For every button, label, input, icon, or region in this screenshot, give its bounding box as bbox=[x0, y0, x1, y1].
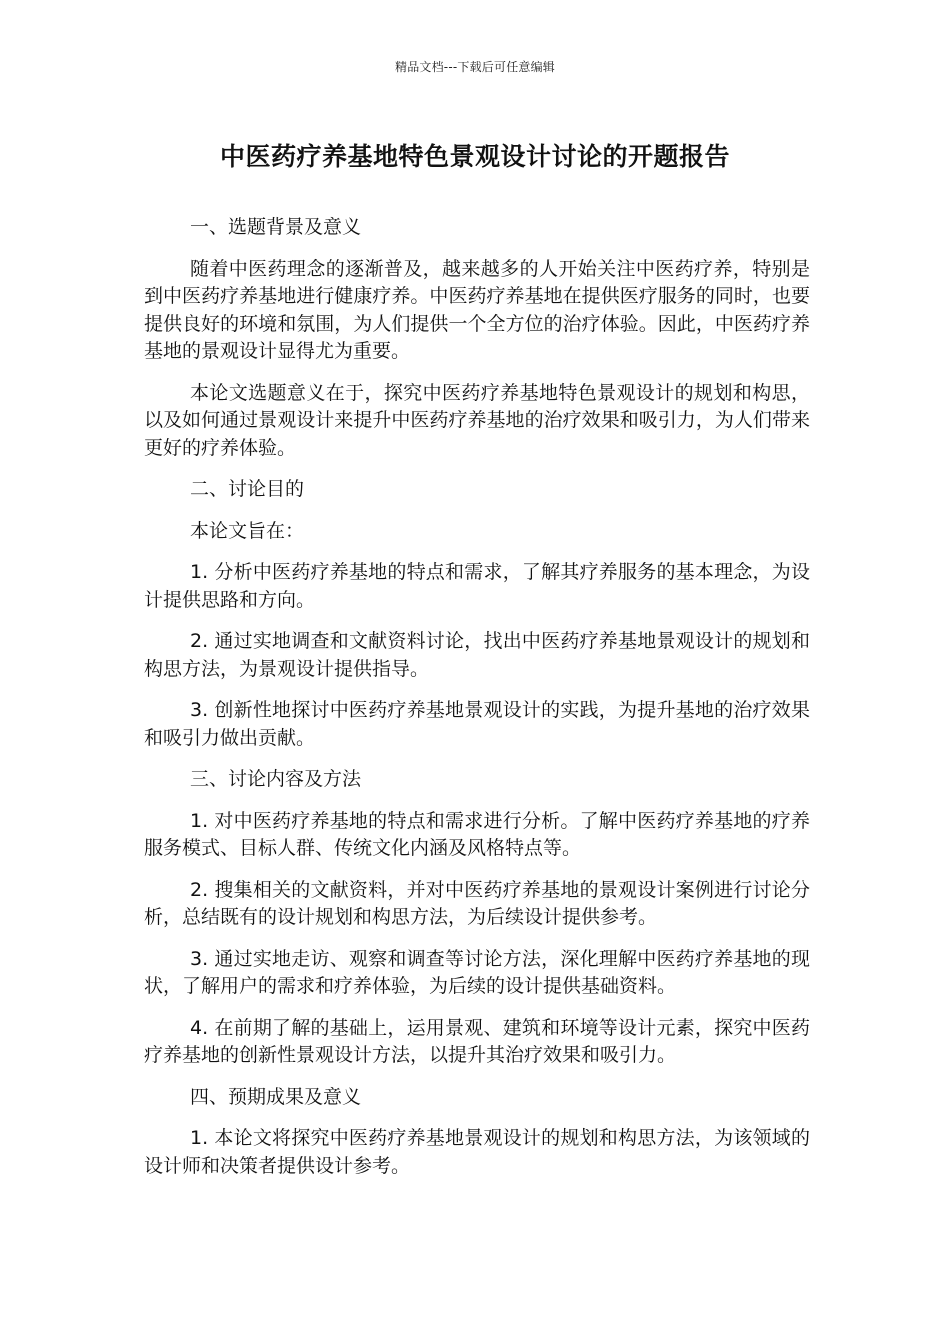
list-item-purpose-2: 2. 通过实地调查和文献资料讨论，找出中医药疗养基地景观设计的规划和构思方法，为景观设计提供指导。 bbox=[144, 630, 810, 680]
section-heading-background: 一、选题背景及意义 bbox=[190, 216, 362, 238]
document-body bbox=[144, 214, 810, 1180]
list-item-result-1: 1. 本论文将探究中医药疗养基地景观设计的规划和构思方法，为该领域的设计师和决策者提供设计参考。 bbox=[144, 1127, 810, 1177]
list-item-method-4: 4. 在前期了解的基础上，运用景观、建筑和环境等设计元素，探究中医药疗养基地的创新性景观设计方法，以提升其治疗效果和吸引力。 bbox=[144, 1016, 810, 1066]
list-item-method-3: 3. 通过实地走访、观察和调查等讨论方法，深化理解中医药疗养基地的现状，了解用户的需求和疗养体验，为后续的设计提供基础资料。 bbox=[144, 947, 810, 997]
paragraph-significance: 本论文选题意义在于，探究中医药疗养基地特色景观设计的规划和构思，以及如何通过景观设计来提升中医药疗养基地的治疗效果和吸引力，为人们带来更好的疗养体验。 bbox=[144, 381, 810, 459]
page-header: 精品文档---下载后可任意编辑 bbox=[395, 60, 555, 74]
section-heading-content-methods: 三、讨论内容及方法 bbox=[190, 768, 362, 790]
section-heading-expected-results: 四、预期成果及意义 bbox=[190, 1085, 362, 1108]
section-heading-purpose: 二、讨论目的 bbox=[190, 478, 305, 500]
list-item-purpose-3: 3. 创新性地探讨中医药疗养基地景观设计的实践，为提升基地的治疗效果和吸引力做出贡献。 bbox=[144, 699, 810, 749]
paragraph-purpose-intro: 本论文旨在： bbox=[190, 519, 305, 542]
paragraph-background: 随着中医药理念的逐渐普及，越来越多的人开始关注中医药疗养，特别是到中医药疗养基地进行健康疗养。中医药疗养基地在提供医疗服务的同时，也要提供良好的环境和氛围，为人们提供一个全方位的治疗体验。因此，中医药疗养基地的景观设计显得尤为重要。 bbox=[144, 257, 810, 362]
list-item-method-1: 1. 对中医药疗养基地的特点和需求进行分析。了解中医药疗养基地的疗养服务模式、目标人群、传统文化内涵及风格特点等。 bbox=[144, 809, 810, 859]
document-title: 中医药疗养基地特色景观设计讨论的开题报告 bbox=[219, 142, 730, 171]
list-item-purpose-1: 1. 分析中医药疗养基地的特点和需求，了解其疗养服务的基本理念，为设计提供思路和方向。 bbox=[144, 561, 810, 611]
list-item-method-2: 2. 搜集相关的文献资料，并对中医药疗养基地的景观设计案例进行讨论分析，总结既有的设计规划和构思方法，为后续设计提供参考。 bbox=[144, 878, 810, 928]
